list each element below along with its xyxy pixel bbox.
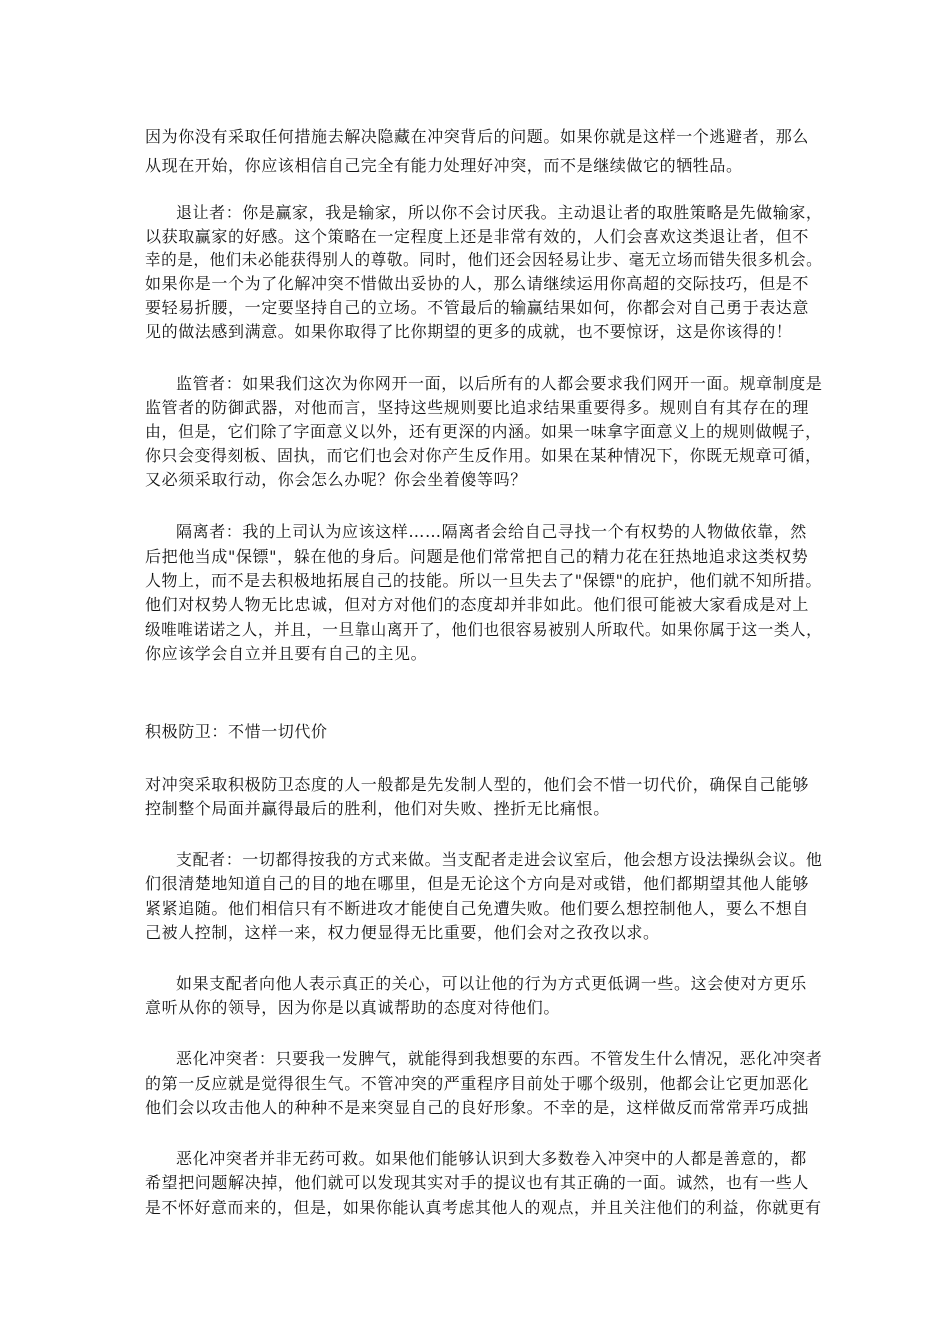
text-line: 以获取赢家的好感。这个策略在一定程度上还是非常有效的，人们会喜欢这类退让者，但不: [145, 227, 810, 246]
text-line: 紧紧追随。他们相信只有不断进攻才能使自己免遭失败。他们要么想控制他人，要么不想自: [145, 899, 810, 918]
text-line: 要轻易折腰，一定要坚持自己的立场。不管最后的输赢结果如何，你都会对自己勇于表达意: [145, 298, 810, 317]
section-heading: 积极防卫：不惜一切代价: [145, 722, 328, 741]
text-line: 幸的是，他们未必能获得别人的尊敬。同时，他们还会因轻易让步、毫无立场而错失很多机会。: [145, 250, 823, 269]
text-line: 从现在开始，你应该相信自己完全有能力处理好冲突，而不是继续做它的牺牲品。: [145, 156, 743, 175]
text-line: 隔离者：我的上司认为应该这样……隔离者会给自己寻找一个有权势的人物做依靠，然: [176, 522, 807, 541]
text-line: 如果你是一个为了化解冲突不惜做出妥协的人，那么请继续运用你高超的交际技巧，但是不: [145, 274, 810, 293]
text-line: 恶化冲突者：只要我一发脾气，就能得到我想要的东西。不管发生什么情况，恶化冲突者: [176, 1049, 823, 1068]
text-line: 己被人控制，这样一来，权力便显得无比重要，他们会对之孜孜以求。: [145, 923, 660, 942]
text-line: 支配者：一切都得按我的方式来做。当支配者走进会议室后，他会想方设法操纵会议。他: [176, 850, 823, 869]
text-line: 由，但是，它们除了字面意义以外，还有更深的内涵。如果一味拿字面意义上的规则做幌子，: [145, 422, 822, 441]
text-line: 后把他当成"保镖"，躲在他的身后。问题是他们常常把自己的精力花在狂热地追求这类权势: [145, 547, 809, 566]
text-line: 们很清楚地知道自己的目的地在哪里，但是无论这个方向是对或错，他们都期望其他人能够: [145, 874, 810, 893]
text-line: 又必须采取行动，你会怎么办呢？你会坐着傻等吗？: [145, 470, 527, 489]
text-line: 监管者：如果我们这次为你网开一面，以后所有的人都会要求我们网开一面。规章制度是: [176, 374, 823, 393]
text-line: 人物上，而不是去积极地拓展自己的技能。所以一旦失去了"保镖"的庇护，他们就不知所措。: [145, 571, 822, 590]
text-line: 你应该学会自立并且要有自己的主见。: [145, 644, 428, 663]
text-line: 意听从你的领导，因为你是以真诚帮助的态度对待他们。: [145, 998, 561, 1017]
text-line: 他们会以攻击他人的种种不是来突显自己的良好形象。不幸的是，这样做反而常常弄巧成拙: [145, 1098, 810, 1117]
text-line: 见的做法感到满意。如果你取得了比你期望的更多的成就，也不要惊讶，这是你该得的！: [145, 322, 793, 341]
text-line: 恶化冲突者并非无药可救。如果他们能够认识到大多数卷入冲突中的人都是善意的，都: [176, 1149, 807, 1168]
text-line: 级唯唯诺诺之人，并且，一旦靠山离开了，他们也很容易被别人所取代。如果你属于这一类人，: [145, 620, 823, 639]
text-line: 监管者的防御武器，对他而言，坚持这些规则要比追求结果重要得多。规则自有其存在的理: [145, 398, 810, 417]
text-line: 对冲突采取积极防卫态度的人一般都是先发制人型的，他们会不惜一切代价，确保自己能够: [145, 775, 810, 794]
text-line: 因为你没有采取任何措施去解决隐藏在冲突背后的问题。如果你就是这样一个逃避者，那么: [145, 127, 810, 146]
text-line: 的第一反应就是觉得很生气。不管冲突的严重程序目前处于哪个级别，他都会让它更加恶化: [145, 1074, 810, 1093]
text-line: 希望把问题解决掉，他们就可以发现其实对手的提议也有其正确的一面。诚然，也有一些人: [145, 1173, 810, 1192]
text-line: 控制整个局面并赢得最后的胜利，他们对失败、挫折无比痛恨。: [145, 799, 610, 818]
text-line: 如果支配者向他人表示真正的关心，可以让他的行为方式更低调一些。这会使对方更乐: [176, 974, 807, 993]
text-line: 是不怀好意而来的，但是，如果你能认真考虑其他人的观点，并且关注他们的利益，你就更有: [145, 1198, 822, 1217]
text-line: 退让者：你是赢家，我是输家，所以你不会讨厌我。主动退让者的取胜策略是先做输家，: [176, 203, 823, 222]
text-line: 他们对权势人物无比忠诚，但对方对他们的态度却并非如此。他们很可能被大家看成是对上: [145, 595, 810, 614]
text-line: 你只会变得刻板、固执，而它们也会对你产生反作用。如果在某种情况下，你既无规章可循，: [145, 446, 822, 465]
